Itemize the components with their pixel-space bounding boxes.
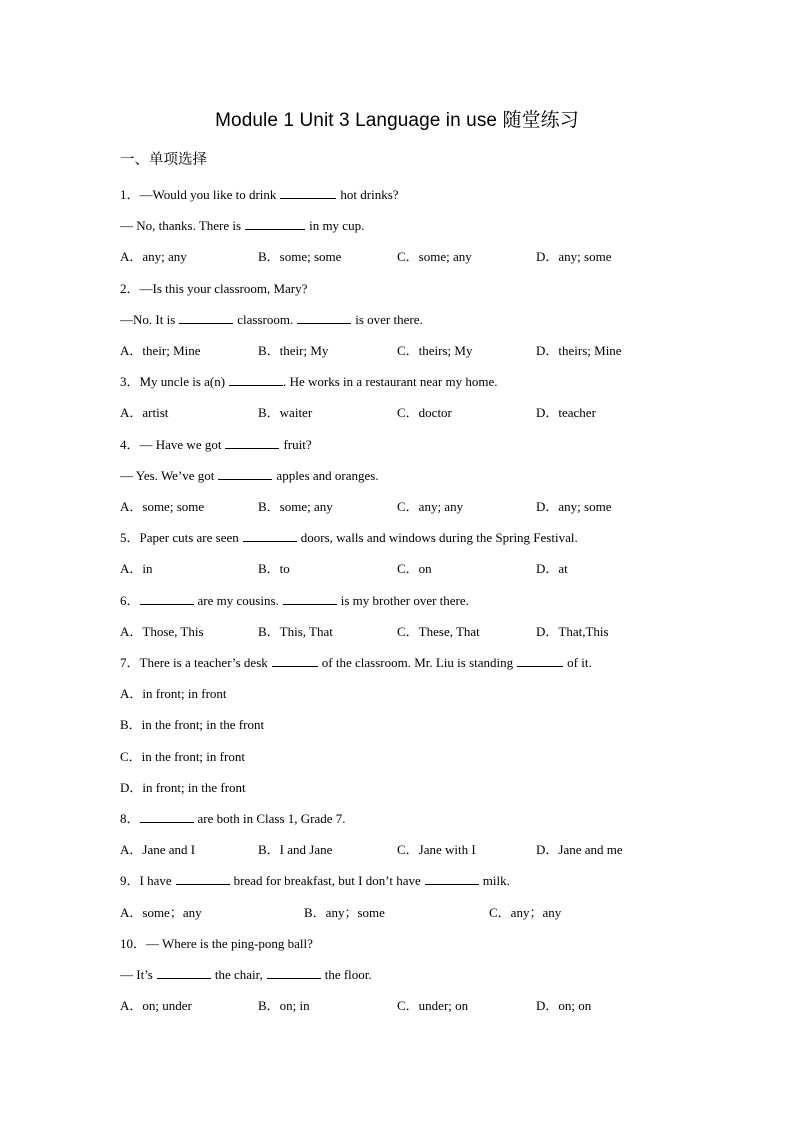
option-d: D．teacher [536,405,596,420]
question-2-reply: —No. It is classroom. is over there. [120,312,423,327]
question-4-stem: 4．— Have we got fruit? [120,437,312,452]
answer-blank [517,654,563,667]
option-c: C．theirs; My [397,343,473,358]
answer-blank [283,592,337,605]
option-d: D．theirs; Mine [536,343,622,358]
option-c: C．Jane with I [397,842,476,857]
option-c: C．on [397,561,432,576]
option-b: B．on; in [258,998,310,1013]
option-a: A．some；any [120,905,202,920]
option-a: A．on; under [120,998,192,1013]
option-d: D．That,This [536,624,609,639]
option-a: A．Jane and I [120,842,196,857]
question-6-stem: 6． are my cousins. is my brother over there. [120,593,469,608]
option-c: C．These, That [397,624,480,639]
option-a: A．any; any [120,249,187,264]
answer-blank [157,966,211,979]
question-1-stem: 1．—Would you like to drink hot drinks? [120,187,399,202]
option-a: A．some; some [120,499,205,514]
option-d: D．any; some [536,499,612,514]
answer-blank [140,810,194,823]
question-2-stem: 2．—Is this your classroom, Mary? [120,281,308,296]
option-c: C．any；any [489,905,562,920]
section-heading: 一、单项选择 [120,152,207,168]
option-b: B．in the front; in the front [120,717,265,732]
option-b: B．This, That [258,624,333,639]
question-8-stem: 8． are both in Class 1, Grade 7. [120,811,346,826]
answer-blank [140,592,194,605]
option-b: B．some; some [258,249,342,264]
answer-blank [272,654,318,667]
answer-blank [225,436,279,449]
option-d: D．on; on [536,998,592,1013]
question-7-stem: 7．There is a teacher’s desk of the classroom. Mr. Liu is standing of it. [120,655,592,670]
option-d: D．Jane and me [536,842,623,857]
option-d: D．at [536,561,568,576]
option-a: A．artist [120,405,169,420]
answer-blank [243,529,297,542]
option-c: C．any; any [397,499,464,514]
question-1-reply: — No, thanks. There is in my cup. [120,218,365,233]
option-a: A．in [120,561,153,576]
option-c: C．in the front; in front [120,749,245,764]
option-a: A．in front; in front [120,686,227,701]
option-a: A．Those, This [120,624,204,639]
answer-blank [245,217,305,230]
answer-blank [425,872,479,885]
option-b: B．any；some [304,905,385,920]
question-3-stem: 3．My uncle is a(n) . He works in a restaurant near my home. [120,374,498,389]
option-a: A．their; Mine [120,343,201,358]
option-b: B．waiter [258,405,313,420]
answer-blank [179,311,233,324]
option-d: D．any; some [536,249,612,264]
option-c: C．doctor [397,405,452,420]
question-9-stem: 9．I have bread for breakfast, but I don’t have milk. [120,873,510,888]
option-c: C．some; any [397,249,472,264]
answer-blank [176,872,230,885]
answer-blank [229,373,283,386]
option-d: D．in front; in the front [120,780,246,795]
question-4-reply: — Yes. We’ve got apples and oranges. [120,468,379,483]
answer-blank [280,186,336,199]
question-10-stem: 10．— Where is the ping-pong ball? [120,936,313,951]
option-b: B．some; any [258,499,333,514]
page-title: Module 1 Unit 3 Language in use 随堂练习 [215,110,579,131]
option-b: B．I and Jane [258,842,333,857]
answer-blank [267,966,321,979]
answer-blank [297,311,351,324]
question-10-reply: — It’s the chair, the floor. [120,967,372,982]
option-b: B．to [258,561,290,576]
question-5-stem: 5．Paper cuts are seen doors, walls and windows during the Spring Festival. [120,530,578,545]
answer-blank [218,467,272,480]
option-b: B．their; My [258,343,329,358]
option-c: C．under; on [397,998,469,1013]
